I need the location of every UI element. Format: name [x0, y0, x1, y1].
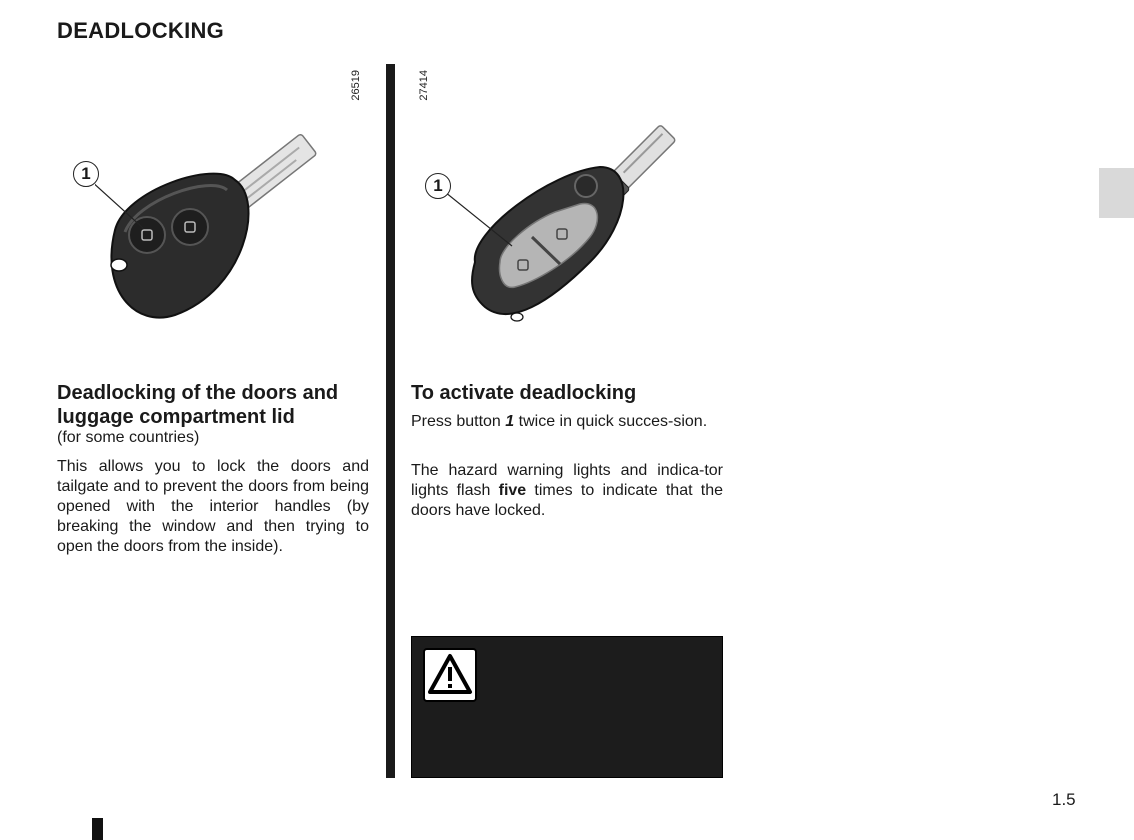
warning-box [411, 636, 723, 778]
section-heading-deadlocking: Deadlocking of the doors and luggage compartment lid [57, 382, 339, 428]
flash-count: five [498, 482, 527, 499]
instruction-text-start: Press button [411, 413, 506, 430]
deadlocking-description: This allows you to lock the doors and tailgate and to prevent the doors from being opened with the interior handles (by breaking the window and then trying to open the doors from the inside). [57, 458, 369, 555]
hazard-text-end: times to indicate that the doors have locked. [411, 482, 724, 519]
callout-button-1-right: 1 [425, 173, 451, 199]
page-title: DEADLOCKING [57, 18, 225, 43]
hazard-text-start: The hazard warning lights and indica-tor lights flash [411, 462, 723, 499]
flip-key-fob-illustration [440, 112, 690, 332]
fixed-blade-key-fob-illustration [95, 120, 335, 325]
instruction-text-end: twice in quick succes-sion. [514, 413, 708, 430]
callout-button-1-left: 1 [73, 161, 99, 187]
chapter-thumb-tab [1099, 168, 1134, 218]
page-edge-marker [92, 818, 103, 840]
figure-reference-left: 26519 [350, 70, 362, 101]
figure-reference-right: 27414 [418, 70, 430, 101]
warning-triangle-icon [423, 648, 477, 702]
activate-instruction [411, 412, 723, 432]
column-divider [386, 64, 395, 778]
page-number: 1.5 [1052, 790, 1076, 809]
button-reference: 1 [505, 413, 515, 430]
section-heading-activate: To activate deadlocking [411, 382, 637, 404]
hazard-lights-note [411, 461, 723, 521]
section-subheading-countries: (for some countries) [57, 429, 200, 446]
